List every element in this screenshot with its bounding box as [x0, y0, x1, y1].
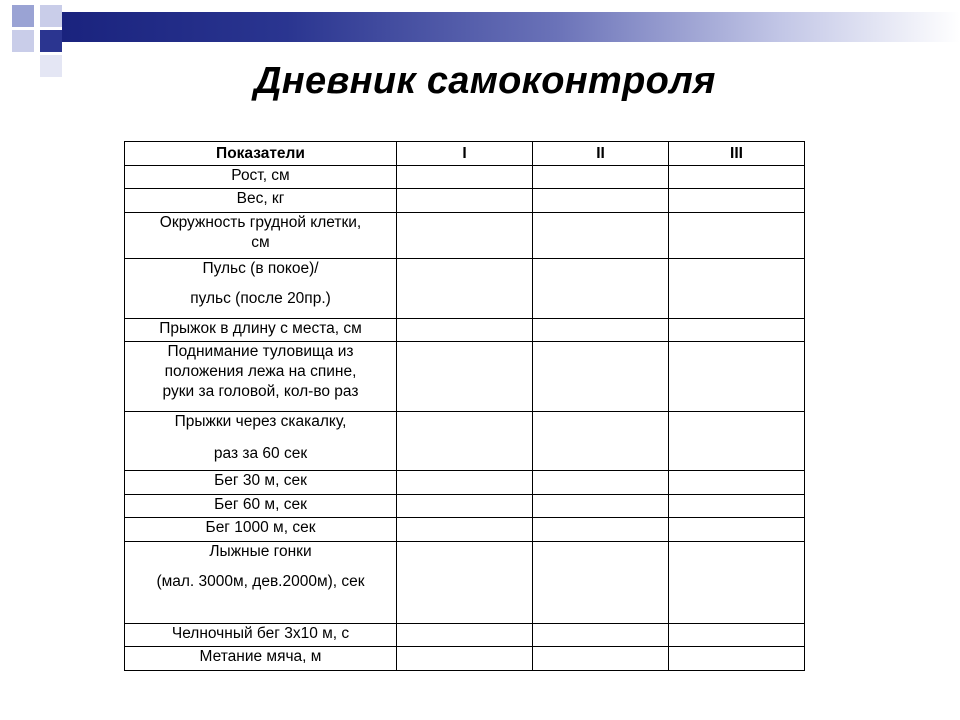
row-label-weight: Вес, кг [125, 189, 397, 213]
value-cell[interactable] [533, 259, 669, 319]
table-row [125, 319, 805, 342]
value-cell[interactable] [397, 495, 533, 518]
column-header-3: III [669, 142, 805, 166]
value-cell[interactable] [669, 166, 805, 189]
value-cell[interactable] [533, 518, 669, 542]
value-cell[interactable] [669, 471, 805, 495]
value-cell[interactable] [669, 495, 805, 518]
value-cell[interactable] [533, 213, 669, 259]
value-cell[interactable] [669, 259, 805, 319]
table-row [125, 259, 805, 319]
value-cell[interactable] [533, 412, 669, 471]
value-cell[interactable] [397, 471, 533, 495]
decor-square [40, 5, 62, 27]
value-cell[interactable] [533, 342, 669, 412]
value-cell[interactable] [533, 319, 669, 342]
value-cell[interactable] [397, 624, 533, 647]
row-label-situps: Поднимание туловища из положения лежа на спине, руки за головой, кол-во раз [125, 342, 397, 412]
row-label-chest: Окружность грудной клетки, см [125, 213, 397, 259]
value-cell[interactable] [397, 647, 533, 671]
table-row [125, 495, 805, 518]
value-cell[interactable] [397, 342, 533, 412]
table-row [125, 342, 805, 412]
value-cell[interactable] [669, 518, 805, 542]
decor-square [40, 55, 62, 77]
table-row [125, 412, 805, 471]
value-cell[interactable] [669, 319, 805, 342]
table-row [125, 542, 805, 624]
value-cell[interactable] [397, 166, 533, 189]
row-label-shuttle-run: Челночный бег 3х10 м, с [125, 624, 397, 647]
row-label-run-60: Бег 60 м, сек [125, 495, 397, 518]
table-row [125, 213, 805, 259]
decor-square [12, 30, 34, 52]
row-label-run-1000: Бег 1000 м, сек [125, 518, 397, 542]
column-header-2: II [533, 142, 669, 166]
page-title: Дневник самоконтроля [254, 60, 716, 102]
row-label-ski-race: Лыжные гонки (мал. 3000м, дев.2000м), сек [125, 542, 397, 624]
column-header-1: I [397, 142, 533, 166]
value-cell[interactable] [669, 342, 805, 412]
value-cell[interactable] [397, 319, 533, 342]
column-header-indicators: Показатели [125, 142, 397, 166]
value-cell[interactable] [397, 189, 533, 213]
table-row [125, 471, 805, 495]
value-cell[interactable] [533, 495, 669, 518]
table-row [125, 189, 805, 213]
table-row [125, 518, 805, 542]
value-cell[interactable] [397, 259, 533, 319]
header-band [62, 12, 960, 42]
table-row [125, 647, 805, 671]
value-cell[interactable] [669, 542, 805, 624]
value-cell[interactable] [669, 189, 805, 213]
table-row [125, 166, 805, 189]
table-header-row [125, 142, 805, 166]
self-control-table [124, 141, 805, 671]
value-cell[interactable] [669, 624, 805, 647]
row-label-height: Рост, см [125, 166, 397, 189]
value-cell[interactable] [397, 213, 533, 259]
value-cell[interactable] [397, 412, 533, 471]
row-label-long-jump: Прыжок в длину с места, см [125, 319, 397, 342]
value-cell[interactable] [397, 542, 533, 624]
table-row [125, 624, 805, 647]
row-label-ball-throw: Метание мяча, м [125, 647, 397, 671]
value-cell[interactable] [533, 542, 669, 624]
value-cell[interactable] [533, 471, 669, 495]
value-cell[interactable] [533, 166, 669, 189]
value-cell[interactable] [669, 213, 805, 259]
decor-square [12, 5, 34, 27]
value-cell[interactable] [533, 647, 669, 671]
row-label-pulse: Пульс (в покое)/ пульс (после 20пр.) [125, 259, 397, 319]
value-cell[interactable] [533, 624, 669, 647]
value-cell[interactable] [669, 647, 805, 671]
decor-square [40, 30, 62, 52]
row-label-jump-rope: Прыжки через скакалку, раз за 60 сек [125, 412, 397, 471]
value-cell[interactable] [397, 518, 533, 542]
value-cell[interactable] [533, 189, 669, 213]
value-cell[interactable] [669, 412, 805, 471]
row-label-run-30: Бег 30 м, сек [125, 471, 397, 495]
